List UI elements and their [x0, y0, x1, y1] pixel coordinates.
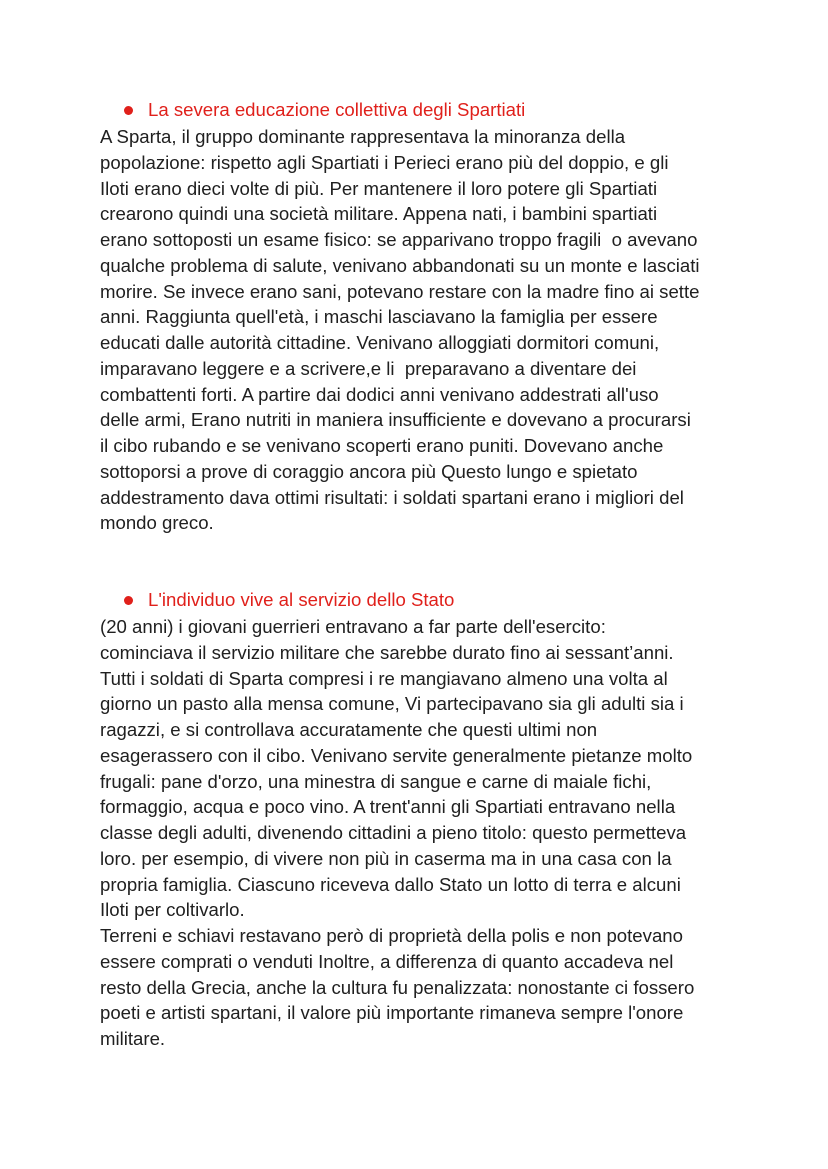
section-spartan-education — [100, 97, 740, 536]
body-line: propria famiglia. Ciascuno riceveva dallo Stato un lotto di terra e alcuni — [100, 873, 681, 895]
body-line: poeti e artisti spartani, il valore più importante rimaneva sempre l'onore — [100, 1002, 684, 1024]
body-line: essere comprati o venduti Inoltre, a differenza di quanto accadeva nel — [100, 950, 674, 972]
body-line: cominciava il servizio militare che sarebbe durato fino ai sessant’anni. — [100, 641, 674, 663]
body-line: combattenti forti. A partire dai dodici anni venivano addestrati all'uso — [100, 383, 659, 405]
body-line: addestramento dava ottimi risultati: i soldati spartani erano i migliori del — [100, 486, 684, 508]
body-line: classe degli adulti, divenendo cittadini a pieno titolo: questo permetteva — [100, 822, 687, 843]
body-line: Iloti erano dieci volte di più. Per mantenere il loro potere gli Spartiati — [100, 177, 658, 199]
body-line: educati dalle autorità cittadine. Venivano alloggiati dormitori comuni, — [100, 332, 660, 353]
body-line: popolazione: rispetto agli Spartiati i Perieci erano più del doppio, e gli — [100, 151, 669, 173]
section-heading — [100, 587, 740, 613]
section-heading-text: L'individuo vive al servizio dello Stato — [148, 589, 455, 610]
body-line: erano sottoposti un esame fisico: se apparivano troppo fragili o avevano — [100, 229, 698, 250]
section-body — [100, 614, 740, 1052]
body-line: loro. per esempio, di vivere non più in caserma ma in una casa con la — [100, 847, 672, 869]
body-line: Tutti i soldati di Sparta compresi i re mangiavano almeno una volta al — [100, 667, 668, 689]
body-line: militare. — [100, 1028, 166, 1049]
section-body — [100, 124, 740, 536]
body-line: il cibo rubando e se venivano scoperti erano puniti. Dovevano anche — [100, 435, 664, 456]
body-line: resto della Grecia, anche la cultura fu penalizzata: nonostante ci fossero — [100, 976, 695, 998]
body-line: qualche problema di salute, venivano abbandonati su un monte e lasciati — [100, 254, 700, 276]
body-line: formaggio, acqua e poco vino. A trent'anni gli Spartiati entravano nella — [100, 796, 676, 818]
body-line: imparavano leggere e a scrivere,e li preparavano a diventare dei — [100, 357, 637, 379]
body-line: morire. Se invece erano sani, potevano restare con la madre fino ai sette — [100, 280, 700, 302]
body-line: sottoporsi a prove di coraggio ancora più Questo lungo e spietato — [100, 460, 638, 482]
body-line: mondo greco. — [100, 512, 214, 534]
body-line: A Sparta, il gruppo dominante rappresentava la minoranza della — [100, 126, 626, 147]
section-heading-text: La severa educazione collettiva degli Spartiati — [148, 99, 526, 120]
body-line: (20 anni) i giovani guerrieri entravano a far parte dell'esercito: — [100, 616, 606, 637]
bullet-icon — [124, 596, 133, 605]
section-heading — [100, 97, 740, 123]
body-line: crearono quindi una società militare. Appena nati, i bambini spartiati — [100, 203, 658, 225]
body-line: delle armi, Erano nutriti in maniera insufficiente e dovevano a procurarsi — [100, 409, 691, 431]
body-line: giorno un pasto alla mensa comune, Vi partecipavano sia gli adulti sia i — [100, 693, 684, 715]
body-line: frugali: pane d'orzo, una minestra di sangue e carne di maiale fichi, — [100, 770, 652, 792]
section-individual-state — [100, 587, 740, 1052]
body-line: esagerassero con il cibo. Venivano servite generalmente pietanze molto — [100, 744, 693, 766]
bullet-icon — [124, 106, 133, 115]
body-line: Terreni e schiavi restavano però di proprietà della polis e non potevano — [100, 925, 683, 946]
body-line: anni. Raggiunta quell'età, i maschi lasciavano la famiglia per essere — [100, 306, 658, 328]
body-line: Iloti per coltivarlo. — [100, 899, 245, 921]
body-line: ragazzi, e si controllava accuratamente che questi ultimi non — [100, 719, 598, 740]
